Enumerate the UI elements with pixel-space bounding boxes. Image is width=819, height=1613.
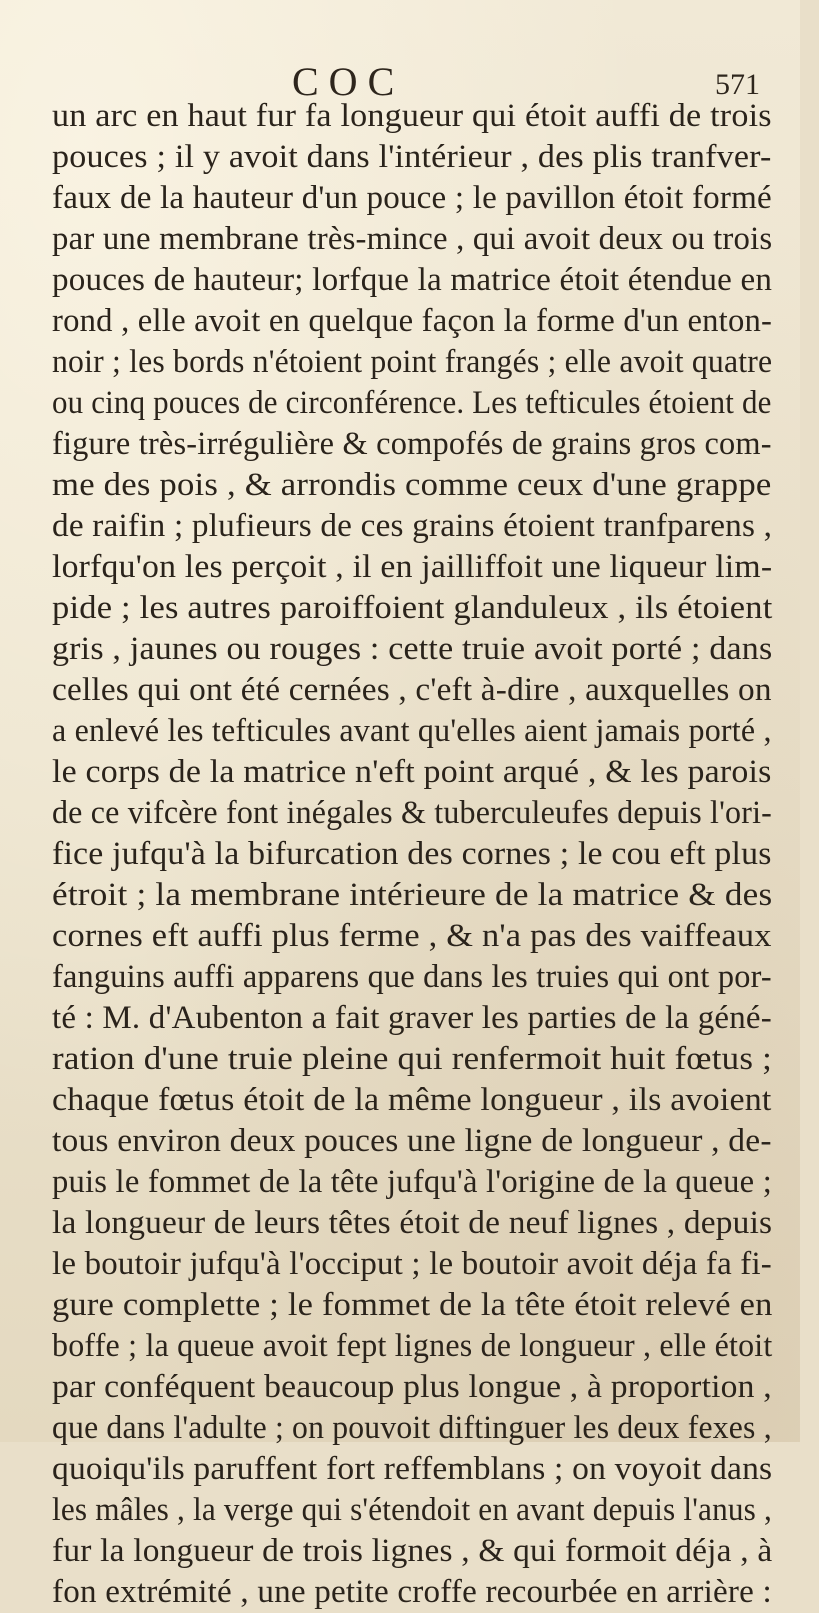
text-line: rond , elle avoit en quelque façon la forme d'un enton- bbox=[52, 303, 773, 339]
text-line: ration d'une truie pleine qui renfermoit huit fœtus ; bbox=[52, 1041, 773, 1077]
text-line: celles qui ont été cernées , c'eft à-dire , auxquelles on bbox=[52, 672, 772, 708]
text-line: faux de la hauteur d'un pouce ; le pavillon étoit formé bbox=[52, 180, 772, 216]
text-line: fice jufqu'à la bifurcation des cornes ; le cou eft plus bbox=[52, 836, 772, 872]
text-line: pouces ; il y avoit dans l'intérieur , des plis tranfver- bbox=[52, 139, 772, 175]
running-head: COC bbox=[292, 59, 405, 104]
text-line: pouces de hauteur; lorfque la matrice étoit étendue en bbox=[52, 262, 773, 298]
text-line: le boutoir jufqu'à l'occiput ; le boutoir avoit déja fa fi- bbox=[52, 1246, 772, 1282]
text-line: boffe ; la queue avoit fept lignes de longueur , elle étoit bbox=[52, 1328, 773, 1364]
text-line: fur la longueur de trois lignes , & qui formoit déja , à bbox=[52, 1533, 773, 1569]
text-line: gris , jaunes ou rouges : cette truie avoit porté ; dans bbox=[52, 631, 773, 667]
text-line: de ce vifcère font inégales & tuberculeufes depuis l'ori- bbox=[52, 795, 773, 831]
text-line: étroit ; la membrane intérieure de la matrice & des bbox=[52, 877, 773, 913]
text-line: un arc en haut fur fa longueur qui étoit auffi de trois bbox=[52, 98, 772, 134]
text-line: fon extrémité , une petite croffe recourbée en arrière : bbox=[52, 1574, 772, 1610]
text-line: par une membrane très-mince , qui avoit deux ou trois bbox=[52, 221, 773, 257]
text-line: fanguins auffi apparens que dans les truies qui ont por- bbox=[52, 959, 772, 995]
text-line: de raifin ; plufieurs de ces grains étoient tranfparens , bbox=[52, 508, 773, 544]
text-line: la longueur de leurs têtes étoit de neuf lignes , depuis bbox=[52, 1205, 773, 1241]
text-line: noir ; les bords n'étoient point frangés ; elle avoit quatre bbox=[52, 344, 773, 380]
text-line: me des pois , & arrondis comme ceux d'une grappe bbox=[52, 467, 772, 503]
text-line: le corps de la matrice n'eft point arqué , & les parois bbox=[52, 754, 772, 790]
text-line: que dans l'adulte ; on pouvoit diftinguer les deux fexes , bbox=[52, 1410, 772, 1446]
page-number: 571 bbox=[715, 68, 760, 101]
text-line: a enlevé les tefticules avant qu'elles aient jamais porté , bbox=[52, 713, 772, 749]
text-line: té : M. d'Aubenton a fait graver les parties de la géné- bbox=[52, 1000, 772, 1036]
text-line: chaque fœtus étoit de la même longueur , ils avoient bbox=[52, 1082, 772, 1118]
text-line: tous environ deux pouces une ligne de longueur , de- bbox=[52, 1123, 772, 1159]
text-line: gure complette ; le fommet de la tête étoit relevé en bbox=[52, 1287, 773, 1323]
text-line: puis le fommet de la tête jufqu'à l'origine de la queue ; bbox=[52, 1164, 772, 1200]
text-line: figure très-irrégulière & compofés de grains gros com- bbox=[52, 426, 772, 462]
body-text bbox=[52, 96, 772, 1613]
text-line: pide ; les autres paroiffoient glanduleux , ils étoient bbox=[52, 590, 773, 626]
text-line: les mâles , la verge qui s'étendoit en avant depuis l'anus , bbox=[52, 1492, 772, 1528]
text-line: par conféquent beaucoup plus longue , à proportion , bbox=[52, 1369, 772, 1405]
text-line: cornes eft auffi plus ferme , & n'a pas des vaiffeaux bbox=[52, 918, 772, 954]
text-line: quoiqu'ils paruffent fort reffemblans ; on voyoit dans bbox=[52, 1451, 773, 1487]
text-line: ou cinq pouces de circonférence. Les tefticules étoient de bbox=[52, 385, 772, 421]
text-line: lorfqu'on les perçoit , il en jailliffoit une liqueur lim- bbox=[52, 549, 773, 585]
